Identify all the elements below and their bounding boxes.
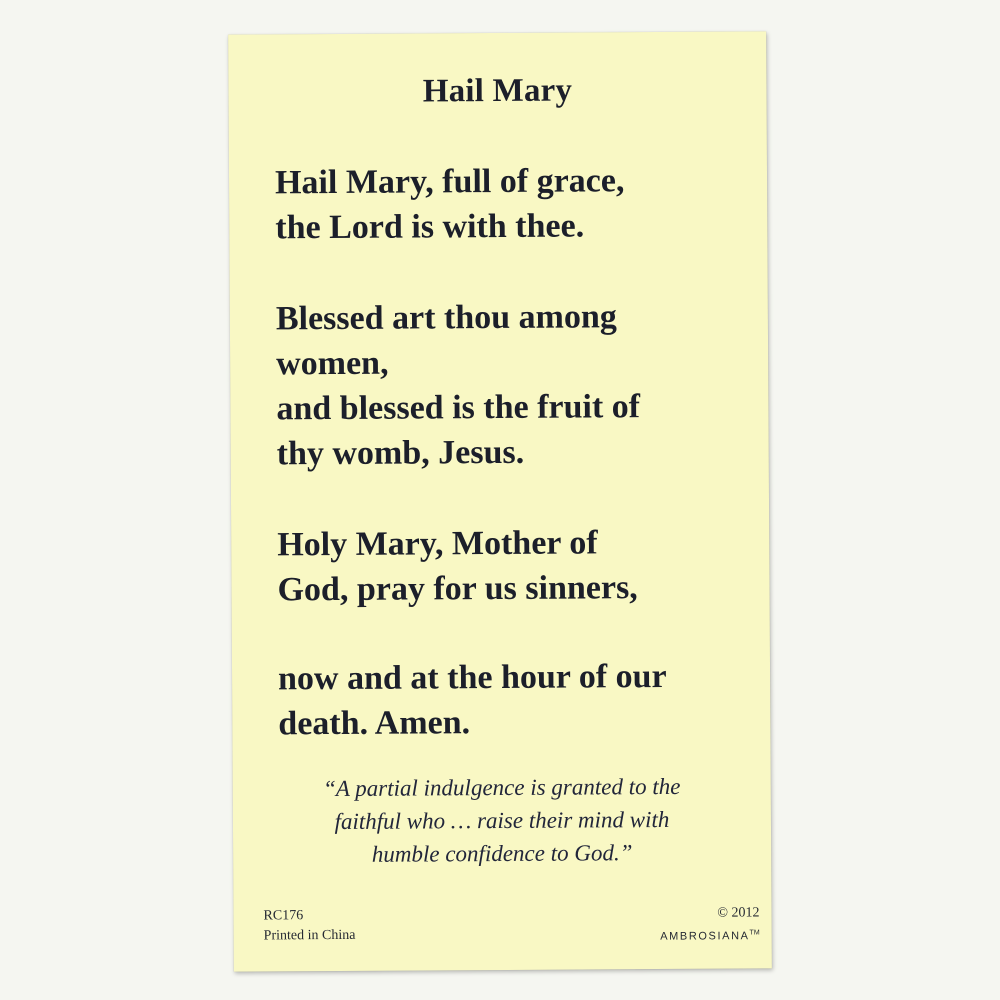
print-info <box>263 906 355 947</box>
prayer-card <box>228 31 772 971</box>
prayer-line: God, pray for us sinners, <box>277 569 638 609</box>
indulgence-quote <box>233 769 772 871</box>
prayer-line: Blessed art thou among <box>275 298 617 338</box>
quote-line: “A partial indulgence is granted to the <box>323 773 681 802</box>
prayer-line: now and at the hour of our <box>277 657 667 698</box>
prayer-line: thy womb, Jesus. <box>276 433 525 473</box>
publisher-name <box>660 923 760 946</box>
quote-line: faithful who … raise their mind with <box>334 806 670 835</box>
prayer-title: Hail Mary <box>422 72 573 110</box>
stanza-2 <box>276 294 641 476</box>
prayer-line: and blessed is the fruit of <box>276 388 641 428</box>
product-code: RC176 <box>263 908 304 924</box>
quote-line: humble confidence to God.” <box>371 840 633 867</box>
stanza-3 <box>277 520 638 612</box>
prayer-line: the Lord is with thee. <box>275 207 585 247</box>
copyright-block <box>660 903 760 946</box>
prayer-line: Hail Mary, full of grace, <box>274 162 625 202</box>
printed-in: Printed in China <box>263 927 356 944</box>
prayer-line: women, <box>276 344 389 383</box>
copyright-year: © 2012 <box>717 905 760 921</box>
stanza-4 <box>278 654 667 746</box>
trademark-mark: TM <box>749 929 760 937</box>
stanza-1 <box>275 158 625 250</box>
prayer-line: Holy Mary, Mother of <box>277 524 598 564</box>
prayer-line: death. Amen. <box>278 704 471 743</box>
publisher-label: AMBROSIANA <box>660 930 750 943</box>
